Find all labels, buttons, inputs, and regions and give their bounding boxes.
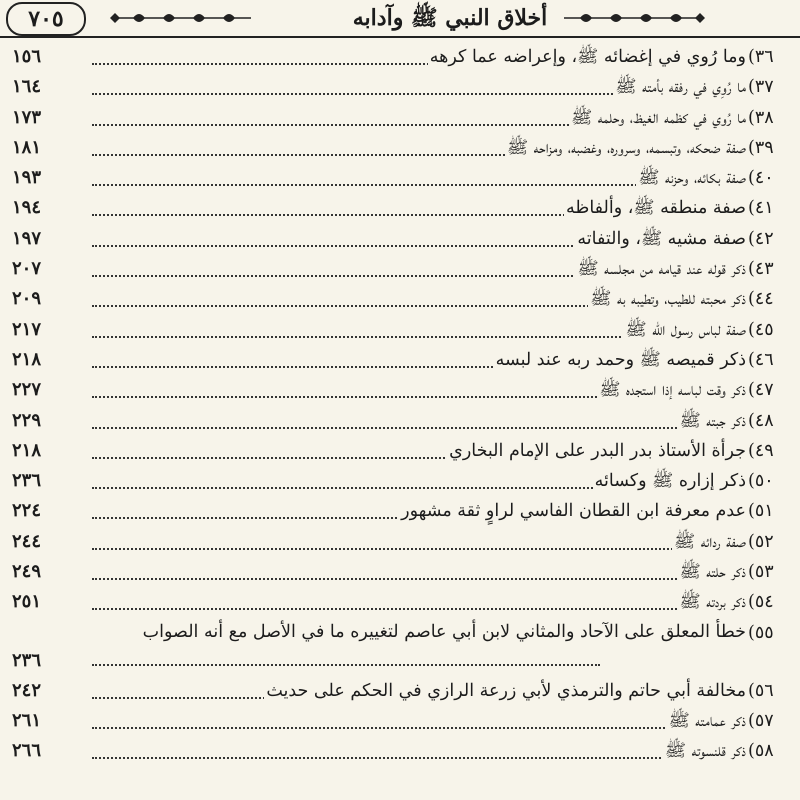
- entry-page: ١٧٣: [12, 106, 42, 128]
- toc-entries: [0, 42, 800, 767]
- entry-number: ٤٢): [748, 228, 774, 249]
- toc-entry: [0, 224, 800, 254]
- entry-page: ١٥٦: [12, 46, 42, 67]
- entry-page: ٢٠٩: [12, 288, 42, 310]
- entry-number: ٤٣): [748, 259, 774, 280]
- entry-title: ذكر قلنسوته ﷺ: [663, 736, 746, 766]
- entry-page: ١٩٧: [12, 227, 42, 249]
- toc-entry: [0, 315, 800, 345]
- entry-title: ذكر قوله عند قيامه من مجلسه ﷺ: [575, 254, 746, 284]
- toc-entry: [0, 676, 800, 706]
- entry-number: ٥٤): [748, 592, 774, 613]
- entry-page: ٢١٨: [12, 439, 42, 461]
- dot-leader: [92, 757, 740, 759]
- entry-title: مخالفة أبي حاتم والترمذي لأبي زرعة الرازي في الحكم على حديث: [264, 676, 746, 706]
- entry-number: ٤٠): [748, 168, 774, 189]
- entry-title: خطأ المعلق على الآحاد والمثاني لابن أبي عاصم لتغييره ما في الأصل مع أنه الصواب: [44, 618, 746, 646]
- entry-number: ٥١): [748, 501, 774, 522]
- page-number-badge: ٧٠٥: [6, 2, 86, 36]
- toc-entry: [0, 375, 800, 405]
- entry-page: ٢٣٦: [12, 470, 42, 492]
- entry-title: ذكر حلته ﷺ: [678, 557, 746, 587]
- toc-entry: [0, 345, 800, 375]
- entry-title: صفة بكائه، وحزنه ﷺ: [636, 163, 746, 193]
- entry-page: ٢٣٦: [12, 649, 42, 671]
- toc-entry: [0, 496, 800, 526]
- toc-entry: [0, 587, 800, 617]
- dot-leader: [92, 608, 740, 610]
- entry-title: ذكر قميصه ﷺ وحمد ربه عند لبسه: [494, 345, 746, 375]
- header-ornament-left-icon: [105, 10, 255, 26]
- toc-entry: [0, 527, 800, 557]
- entry-number: ٤٧): [748, 380, 774, 401]
- toc-entry: [0, 42, 800, 72]
- entry-page: ٢٤٤: [12, 530, 42, 552]
- toc-entry: [0, 193, 800, 223]
- dot-leader: [92, 727, 740, 729]
- toc-entry: [0, 618, 800, 676]
- toc-entry: [0, 436, 800, 466]
- toc-entry: [0, 133, 800, 163]
- entry-number: ٤٥): [748, 319, 774, 340]
- entry-title: وما رُوي في إغضائه ﷺ، وإعراضه عما كرهه: [428, 42, 746, 72]
- entry-number: ٤٩): [748, 440, 774, 461]
- entry-page: ١٩٣: [12, 167, 42, 189]
- entry-title: صفة لباس رسول الله ﷺ: [623, 315, 746, 345]
- entry-page: ٢٠٧: [12, 258, 42, 280]
- entry-page: ٢٢٩: [12, 409, 42, 431]
- toc-entry: [0, 466, 800, 496]
- entry-number: ٥٧): [748, 710, 774, 731]
- entry-title: ذكر جبته ﷺ: [678, 406, 746, 436]
- dot-leader: [92, 548, 740, 550]
- entry-title: صفة ردائه ﷺ: [672, 527, 746, 557]
- entry-title: ذكر محبته للطيب، وتطيبه به ﷺ: [588, 284, 746, 314]
- entry-title: جرأة الأستاذ بدر البدر على الإمام البخاري: [447, 436, 746, 466]
- entry-page: ١٨١: [12, 136, 42, 158]
- entry-page: ٢٤٩: [12, 561, 42, 583]
- toc-entry: [0, 163, 800, 193]
- entry-page: ٢٥١: [12, 591, 42, 613]
- toc-entry: [0, 406, 800, 436]
- entry-title: صفة مشيه ﷺ، والتفاته: [575, 224, 746, 254]
- toc-entry: [0, 736, 800, 766]
- entry-title: صفة منطقه ﷺ، وألفاظه: [564, 193, 746, 223]
- entry-title: ما رُوي في كظمه الغيظ، وحلمه ﷺ: [569, 103, 746, 133]
- toc-entry: [0, 254, 800, 284]
- entry-number: ٥٢): [748, 531, 774, 552]
- toc-entry: [0, 706, 800, 736]
- running-title: أخلاق النبي ﷺ وآدابه: [352, 5, 548, 31]
- entry-title: ما رُوِي في رفقه بأمته ﷺ: [613, 72, 746, 102]
- entry-number: ٤٤): [748, 289, 774, 310]
- toc-entry: [0, 72, 800, 102]
- entry-number: ٣٧): [748, 77, 774, 98]
- entry-page: ٢١٨: [12, 348, 42, 370]
- entry-page: ٢٦٦: [12, 740, 42, 762]
- entry-title: ذكر بردته ﷺ: [678, 587, 747, 617]
- entry-number: ٥٦): [748, 680, 774, 701]
- entry-number: ٤٨): [748, 410, 774, 431]
- entry-number: ٥٠): [748, 471, 774, 492]
- entry-number: ٥٣): [748, 562, 774, 583]
- entry-page: ٢٤٢: [12, 679, 42, 701]
- toc-entry: [0, 284, 800, 314]
- entry-number: ٥٨): [748, 741, 774, 762]
- entry-page: ٢٦١: [12, 709, 42, 731]
- entry-page: ٢٢٧: [12, 379, 42, 401]
- entry-title: عدم معرفة ابن القطان الفاسي لراوٍ ثقة مشهور: [399, 496, 746, 526]
- dot-leader: [92, 578, 740, 580]
- entry-page: ١٩٤: [12, 197, 42, 219]
- toc-entry: [0, 557, 800, 587]
- dot-leader: [92, 427, 740, 429]
- entry-number: ٤١): [748, 198, 774, 219]
- toc-entry: [0, 103, 800, 133]
- entry-number: ٣٨): [748, 107, 774, 128]
- entry-number: ٤٦): [748, 349, 774, 370]
- entry-title: ذكر إزاره ﷺ وكسائه: [593, 466, 746, 496]
- entry-page: ٢١٧: [12, 318, 42, 340]
- entry-number: ٣٦): [748, 47, 774, 67]
- entry-title: ذكر عمامته ﷺ: [667, 706, 746, 736]
- entry-number: ٥٥): [748, 622, 774, 643]
- entry-page: ٢٢٤: [12, 500, 42, 522]
- entry-page: ١٦٤: [12, 76, 42, 98]
- dot-leader: [92, 664, 600, 666]
- entry-title: صفة ضحكه، وتبسمه، وسروره، وغضبه، ومزاحه ﷺ: [505, 133, 746, 163]
- page-header: [0, 0, 800, 38]
- entry-number: ٣٩): [748, 137, 774, 158]
- entry-title: ذكر وقت لباسه إذا استجده ﷺ: [597, 375, 746, 405]
